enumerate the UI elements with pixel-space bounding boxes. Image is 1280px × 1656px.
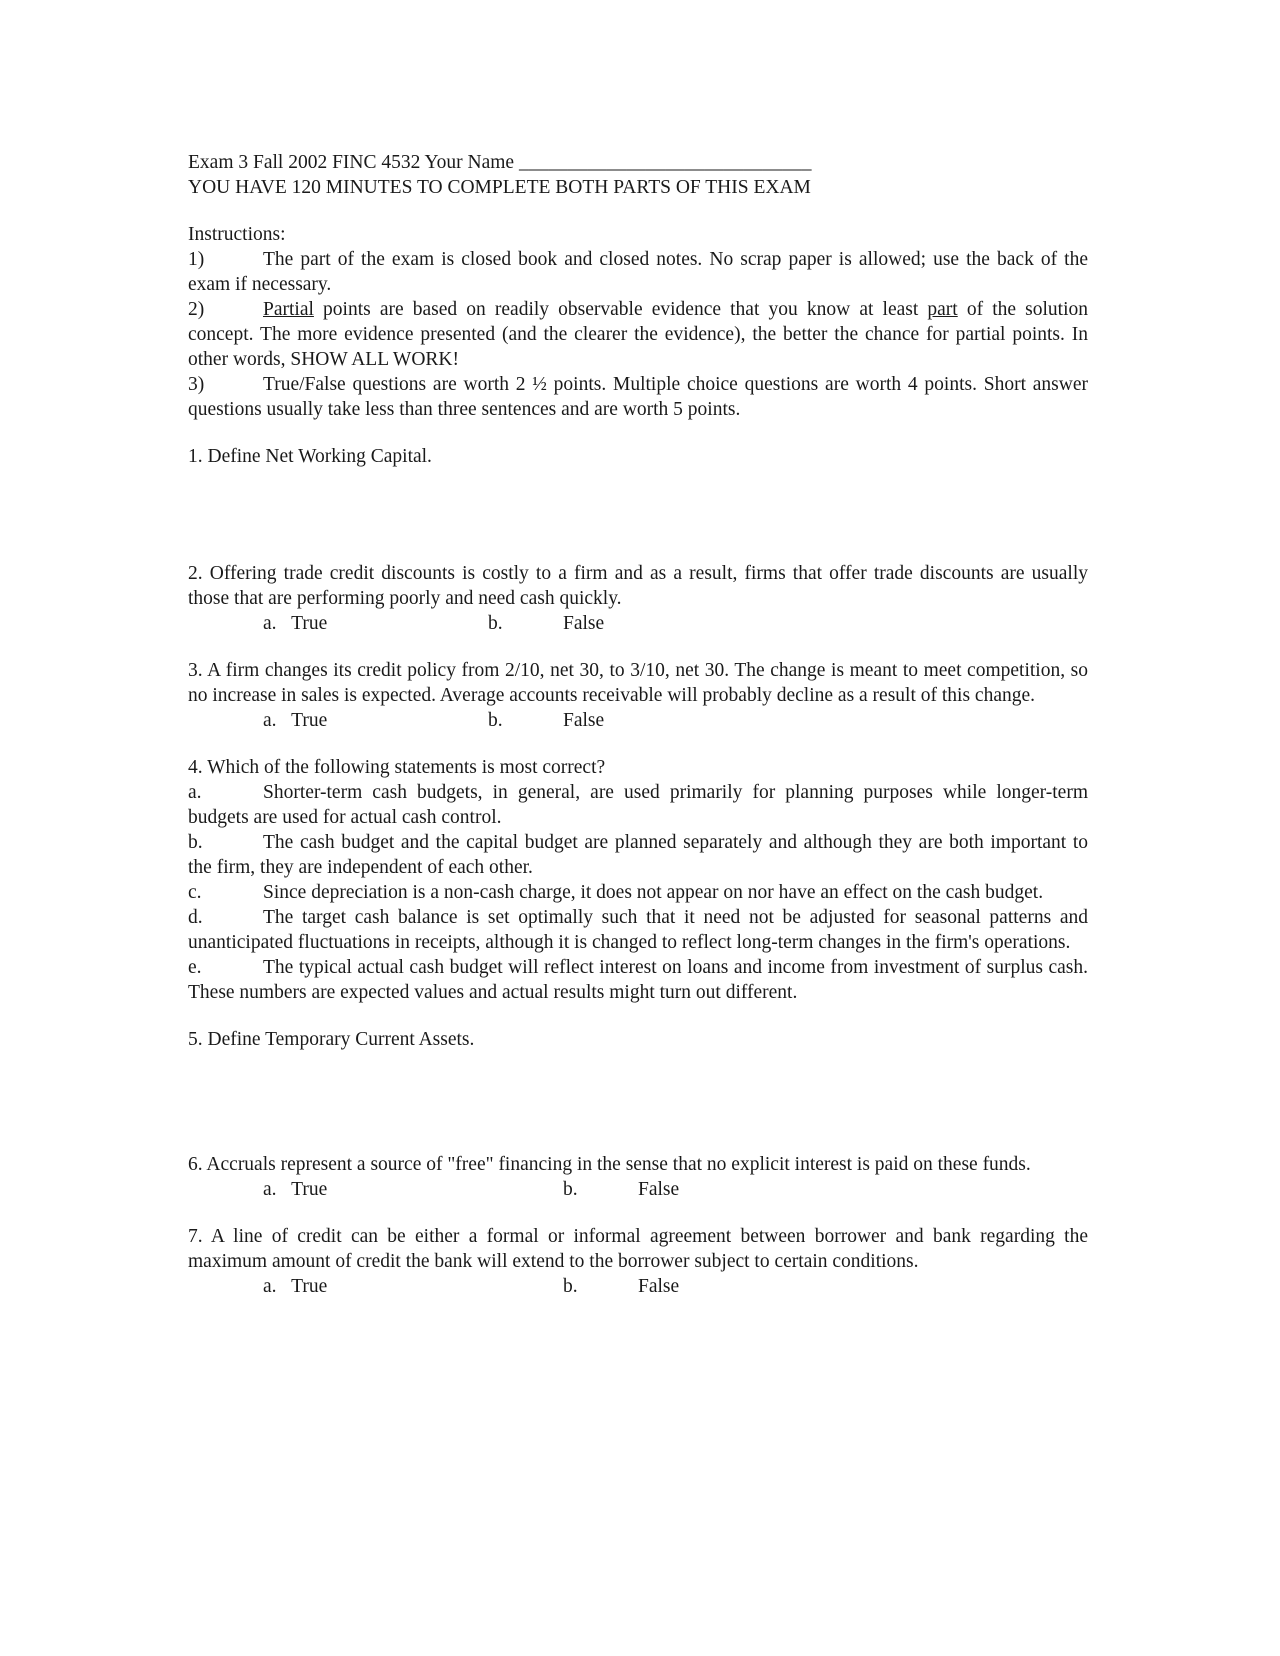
question-2-option-b[interactable]: False <box>563 613 605 634</box>
choice-text: The target cash balance is set optimally such that it need not be adjusted for seasonal patterns and unanticipated fluctuations in receipts, although it is changed to reflect long-term changes in the firm's operations. <box>188 907 1088 953</box>
question-7-option-b-label[interactable]: b. <box>563 1276 578 1297</box>
question-3-option-b[interactable]: False <box>563 710 605 731</box>
question-6-option-b-label[interactable]: b. <box>563 1179 578 1200</box>
question-1: 1. Define Net Working Capital. <box>188 446 432 467</box>
choice-label: a. <box>188 782 202 803</box>
instruction-1-text: The part of the exam is closed book and closed notes. No scrap paper is allowed; use the back of the exam if necessary. <box>188 249 1088 295</box>
question-3-option-b-label[interactable]: b. <box>488 710 503 731</box>
option-label: a. <box>263 1179 277 1200</box>
question-4-choice-a[interactable] <box>188 780 1088 830</box>
question-4-choice-d[interactable] <box>188 905 1088 955</box>
answer-space-5 <box>188 1052 1088 1152</box>
question-4-choice-c[interactable] <box>188 880 1088 905</box>
question-4-choice-e[interactable] <box>188 955 1088 1005</box>
instruction-3 <box>188 372 1088 422</box>
instruction-2-text-a: points are based on readily observable evidence that you know at least <box>313 299 928 320</box>
instructions-title: Instructions: <box>188 224 286 245</box>
question-2-options <box>188 611 1088 636</box>
instruction-3-number: 3) <box>188 374 205 395</box>
instruction-2-part-underlined: part <box>927 299 958 320</box>
question-3-options <box>188 708 1088 733</box>
exam-time-notice: YOU HAVE 120 MINUTES TO COMPLETE BOTH PARTS OF THIS EXAM <box>188 177 811 198</box>
option-text: True <box>291 1276 328 1297</box>
choice-text: The typical actual cash budget will reflect interest on loans and income from investment of surplus cash. These numbers are expected values and actual results might turn out different. <box>188 957 1088 1003</box>
instruction-2-number: 2) <box>188 299 205 320</box>
instruction-2-partial-underlined: Partial <box>263 299 314 320</box>
choice-label: b. <box>188 832 203 853</box>
choice-text: Shorter-term cash budgets, in general, are used primarily for planning purposes while longer-term budgets are used for actual cash control. <box>188 782 1088 828</box>
question-7-option-b[interactable]: False <box>638 1276 680 1297</box>
option-text: True <box>291 710 328 731</box>
question-6-options <box>188 1177 1088 1202</box>
instruction-2 <box>188 297 1088 372</box>
choice-text: The cash budget and the capital budget are planned separately and although they are both important to the firm, they are independent of each other. <box>188 832 1088 878</box>
answer-space-1 <box>188 469 1088 561</box>
question-2-option-b-label[interactable]: b. <box>488 613 503 634</box>
question-7-options <box>188 1274 1088 1299</box>
choice-label: e. <box>188 957 202 978</box>
question-3: 3. A firm changes its credit policy from 2/10, net 30, to 3/10, net 30. The change is meant to meet competition, so no increase in sales is expected. Average accounts receivable will probably decline as a result of this change. <box>188 660 1088 706</box>
option-label: a. <box>263 710 277 731</box>
instruction-2-text-b: of the solution concept. The more evidence presented (and the clearer the evidence), the better the chance for partial points. In other words, SHOW ALL WORK! <box>188 299 1088 370</box>
exam-header-line: Exam 3 Fall 2002 FINC 4532 Your Name ______________________________ <box>188 152 812 173</box>
question-7-option-a[interactable] <box>263 1274 327 1299</box>
question-3-option-a[interactable] <box>263 708 327 733</box>
question-7: 7. A line of credit can be either a formal or informal agreement between borrower and bank regarding the maximum amount of credit the bank will extend to the borrower subject to certain conditions. <box>188 1226 1088 1272</box>
question-5: 5. Define Temporary Current Assets. <box>188 1029 475 1050</box>
option-label: a. <box>263 613 277 634</box>
option-label: a. <box>263 1276 277 1297</box>
choice-text: Since depreciation is a non-cash charge, it does not appear on nor have an effect on the cash budget. <box>263 882 1044 903</box>
question-2: 2. Offering trade credit discounts is costly to a firm and as a result, firms that offer trade discounts are usually those that are performing poorly and need cash quickly. <box>188 563 1088 609</box>
choice-label: d. <box>188 907 203 928</box>
question-6: 6. Accruals represent a source of "free" financing in the sense that no explicit interest is paid on these funds. <box>188 1154 1031 1175</box>
question-4-choice-b[interactable] <box>188 830 1088 880</box>
instruction-3-text: True/False questions are worth 2 ½ points. Multiple choice questions are worth 4 points. Short answer questions usually take less than three sentences and are worth 5 points. <box>188 374 1088 420</box>
question-6-option-b[interactable]: False <box>638 1179 680 1200</box>
exam-page <box>188 150 1088 1299</box>
instruction-1 <box>188 247 1088 297</box>
question-2-option-a[interactable] <box>263 611 327 636</box>
option-text: True <box>291 1179 328 1200</box>
question-6-option-a[interactable] <box>263 1177 327 1202</box>
option-text: True <box>291 613 328 634</box>
question-4: 4. Which of the following statements is most correct? <box>188 757 606 778</box>
choice-label: c. <box>188 882 202 903</box>
instruction-1-number: 1) <box>188 249 205 270</box>
